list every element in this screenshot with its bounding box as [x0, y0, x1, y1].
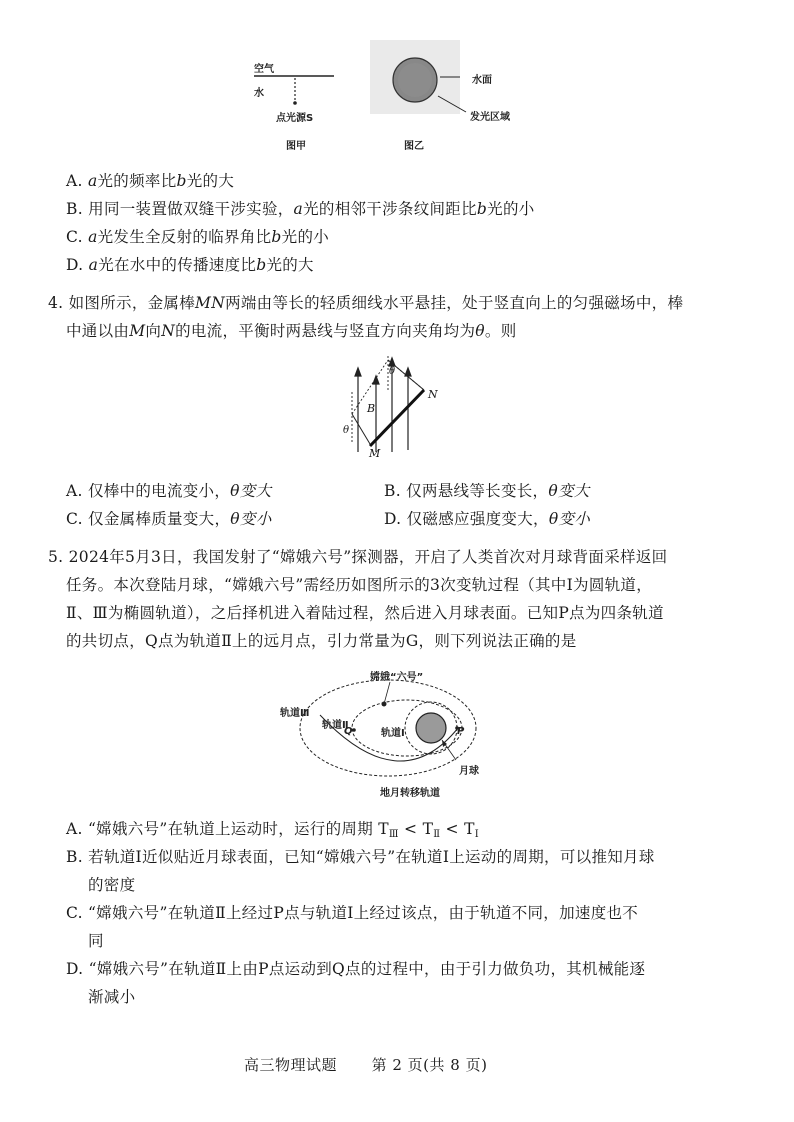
- point-q-label: Q: [344, 726, 353, 737]
- field-b-label: B: [367, 402, 376, 415]
- moon-circle: [416, 713, 446, 743]
- q4-stem-line2: 中通以由M向N的电流，平衡时两悬线与竖直方向夹角均为θ。则: [66, 322, 517, 340]
- metal-rod: [370, 390, 424, 446]
- q4-option-b: B. 仅两悬线等长变长，θ变大: [384, 482, 590, 500]
- theta-label-top: θ: [389, 366, 396, 377]
- figure-jia-caption: 图甲: [286, 141, 306, 152]
- q5-stem-line3: Ⅱ、Ⅲ为椭圆轨道），之后择机进入着陆过程，然后进入月球表面。已知P点为四条轨道: [66, 604, 664, 622]
- q5-stem-line1: 5. 2024年5月3日，我国发射了“嫦娥六号”探测器，开启了人类首次对月球背面采样返回: [48, 548, 668, 566]
- q3-option-c: C. a光发生全反射的临界角比b光的小: [66, 228, 330, 246]
- q3-option-b: B. 用同一装置做双缝干涉实验，a光的相邻干涉条纹间距比b光的小: [66, 200, 535, 218]
- water-label: 水: [254, 88, 264, 99]
- q3-option-d: D. a光在水中的传播速度比b光的大: [66, 256, 314, 274]
- page-footer: [244, 1054, 487, 1075]
- orbit-1-label: 轨道Ⅰ: [381, 728, 405, 739]
- moon-label: 月球: [459, 766, 479, 777]
- q5-stem-line4: 的共切点，Q点为轨道Ⅱ上的远月点，引力常量为G，则下列说法正确的是: [66, 632, 577, 650]
- water-surface-label: 水面: [472, 75, 492, 86]
- point-source-label: 点光源S: [276, 113, 314, 124]
- q3-option-a: A. a光的频率比b光的大: [66, 172, 235, 190]
- q5-option-c-line2: 同: [88, 932, 104, 950]
- q5-stem-line2: 任务。本次登陆月球，“嫦娥六号”需经历如图所示的3次变轨过程（其中Ⅰ为圆轨道，: [66, 576, 653, 594]
- orbit-3-label: 轨道Ⅲ: [280, 708, 310, 719]
- q5-option-d-line1: D. “嫦娥六号”在轨道Ⅱ上由P点运动到Q点的过程中，由于引力做负功，其机械能逐: [66, 960, 646, 978]
- q4-option-c: C. 仅金属棒质量变大，θ变小: [66, 510, 272, 528]
- q5-option-b-line2: 的密度: [88, 876, 136, 894]
- point-source-dot: [293, 101, 297, 105]
- theta-label-bottom: θ: [343, 425, 350, 436]
- q5-option-b-line1: B. 若轨道Ⅰ近似贴近月球表面，已知“嫦娥六号”在轨道Ⅰ上运动的周期，可以推知月球: [66, 848, 655, 866]
- point-n-label: N: [428, 388, 438, 401]
- point-m-label: M: [369, 447, 381, 460]
- q4-option-d: D. 仅磁感应强度变大，θ变小: [384, 510, 591, 528]
- probe-label: 嫦娥“六号”: [370, 672, 424, 683]
- q4-option-a: A. 仅棒中的电流变小，θ变大: [66, 482, 272, 500]
- q5-option-a: A. “嫦娥六号”在轨道上运动时，运行的周期 $T_Ⅲ < T_Ⅱ < T_Ⅰ$: [66, 820, 479, 840]
- glowing-region-label: 发光区域: [470, 112, 510, 123]
- q5-option-d-line2: 渐减小: [88, 988, 136, 1006]
- transfer-orbit-label: 地月转移轨道: [380, 788, 440, 799]
- air-label: 空气: [254, 64, 274, 75]
- point-p-label: P: [457, 726, 465, 737]
- orbit-2-label: 轨道Ⅱ: [322, 720, 349, 731]
- q5-option-c-line1: C. “嫦娥六号”在轨道Ⅱ上经过P点与轨道Ⅰ上经过该点，由于轨道不同，加速度也不: [66, 904, 639, 922]
- footer-subject: 高三物理试题: [244, 1056, 338, 1074]
- figure-yi-caption: 图乙: [404, 141, 424, 152]
- footer-page-number: 第 2 页(共 8 页): [371, 1056, 488, 1074]
- q4-stem-line1: 4. 如图所示，金属棒MN两端由等长的轻质细线水平悬挂，处于竖直向上的匀强磁场中，棒: [48, 294, 684, 312]
